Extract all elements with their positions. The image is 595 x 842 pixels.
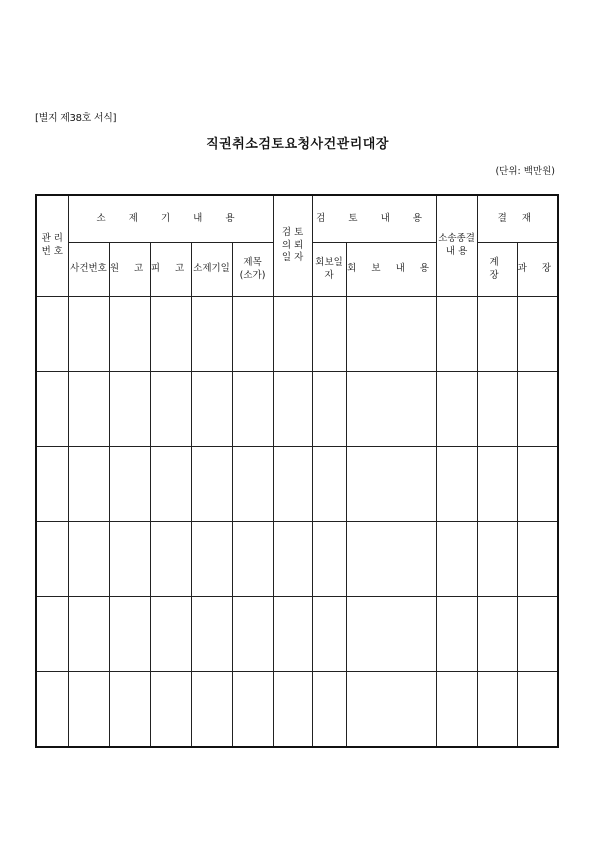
header-management-number: 관 리 번 호 [36, 195, 68, 297]
table-cell-reply-content [346, 597, 436, 672]
table-row [36, 522, 558, 597]
header-chief: 계 장 [477, 243, 517, 297]
table-cell-defendant [150, 447, 191, 522]
table-cell-lawsuit-end [436, 672, 477, 748]
table-cell-case-no [68, 597, 109, 672]
table-cell-defendant [150, 522, 191, 597]
header-claim-value: 제목 (소가) [232, 243, 273, 297]
table-cell-chief [477, 672, 517, 748]
table-cell-reply-date [312, 372, 346, 447]
table-cell-reply-date [312, 447, 346, 522]
header-defendant: 피 고 [150, 243, 191, 297]
table-cell-plaintiff [109, 447, 150, 522]
table-cell-filing-date [191, 447, 232, 522]
header-reply-content: 회 보 내 용 [346, 243, 436, 297]
table-cell-reply-date [312, 297, 346, 372]
table-cell-review-request-date [273, 297, 312, 372]
table-cell-reply-content [346, 672, 436, 748]
table-cell-case-no [68, 672, 109, 748]
table-row [36, 447, 558, 522]
table-cell-review-request-date [273, 447, 312, 522]
table-cell-mgmt-no [36, 372, 68, 447]
table-cell-case-no [68, 522, 109, 597]
table-cell-claim-value [232, 672, 273, 748]
table-cell-filing-date [191, 522, 232, 597]
table-cell-claim-value [232, 372, 273, 447]
table-cell-reply-content [346, 522, 436, 597]
form-reference: [별지 제38호 서식] [35, 113, 117, 124]
table-row [36, 297, 558, 372]
table-cell-lawsuit-end [436, 597, 477, 672]
table-cell-director [517, 672, 558, 748]
table-cell-mgmt-no [36, 522, 68, 597]
header-director: 과 장 [517, 243, 558, 297]
table-cell-plaintiff [109, 597, 150, 672]
ledger-body [36, 297, 558, 748]
table-cell-review-request-date [273, 672, 312, 748]
table-cell-reply-content [346, 372, 436, 447]
table-cell-director [517, 522, 558, 597]
table-cell-plaintiff [109, 297, 150, 372]
table-cell-mgmt-no [36, 597, 68, 672]
header-plaintiff: 원 고 [109, 243, 150, 297]
table-cell-chief [477, 522, 517, 597]
table-row [36, 597, 558, 672]
table-cell-defendant [150, 597, 191, 672]
table-cell-defendant [150, 372, 191, 447]
table-cell-chief [477, 447, 517, 522]
table-cell-director [517, 297, 558, 372]
table-cell-claim-value [232, 297, 273, 372]
table-cell-review-request-date [273, 372, 312, 447]
header-reply-date: 회보일자 [312, 243, 346, 297]
table-cell-filing-date [191, 297, 232, 372]
header-lawsuit-conclusion: 소송종결 내 용 [436, 195, 477, 297]
table-cell-lawsuit-end [436, 522, 477, 597]
page-title: 직권취소검토요청사건관리대장 [206, 137, 389, 152]
table-cell-mgmt-no [36, 297, 68, 372]
unit-note: (단위: 백만원) [495, 166, 555, 177]
table-cell-plaintiff [109, 522, 150, 597]
table-cell-director [517, 597, 558, 672]
table-cell-claim-value [232, 522, 273, 597]
table-cell-reply-content [346, 297, 436, 372]
table-cell-reply-content [346, 447, 436, 522]
table-cell-plaintiff [109, 372, 150, 447]
table-cell-defendant [150, 672, 191, 748]
table-cell-chief [477, 597, 517, 672]
table-cell-case-no [68, 372, 109, 447]
header-approval: 결 재 [477, 195, 558, 243]
table-cell-director [517, 447, 558, 522]
table-cell-claim-value [232, 597, 273, 672]
table-cell-review-request-date [273, 597, 312, 672]
table-cell-review-request-date [273, 522, 312, 597]
table-cell-case-no [68, 447, 109, 522]
table-cell-lawsuit-end [436, 447, 477, 522]
table-cell-filing-date [191, 672, 232, 748]
header-lawsuit-filing-content: 소 제 기 내 용 [68, 195, 273, 243]
table-row [36, 372, 558, 447]
table-cell-defendant [150, 297, 191, 372]
table-cell-filing-date [191, 372, 232, 447]
table-cell-lawsuit-end [436, 372, 477, 447]
table-cell-director [517, 372, 558, 447]
table-cell-plaintiff [109, 672, 150, 748]
table-cell-filing-date [191, 597, 232, 672]
table-cell-case-no [68, 297, 109, 372]
table-cell-mgmt-no [36, 447, 68, 522]
table-row [36, 672, 558, 748]
table-cell-claim-value [232, 447, 273, 522]
table-cell-reply-date [312, 522, 346, 597]
table-cell-lawsuit-end [436, 297, 477, 372]
table-cell-chief [477, 372, 517, 447]
table-cell-reply-date [312, 672, 346, 748]
table-cell-chief [477, 297, 517, 372]
case-management-ledger-table [35, 194, 559, 748]
table-cell-reply-date [312, 597, 346, 672]
header-case-number: 사건번호 [68, 243, 109, 297]
header-filing-date: 소제기일 [191, 243, 232, 297]
table-cell-mgmt-no [36, 672, 68, 748]
header-review-content: 검 토 내 용 [312, 195, 436, 243]
header-review-request-date: 검 토 의 뢰 일 자 [273, 195, 312, 297]
